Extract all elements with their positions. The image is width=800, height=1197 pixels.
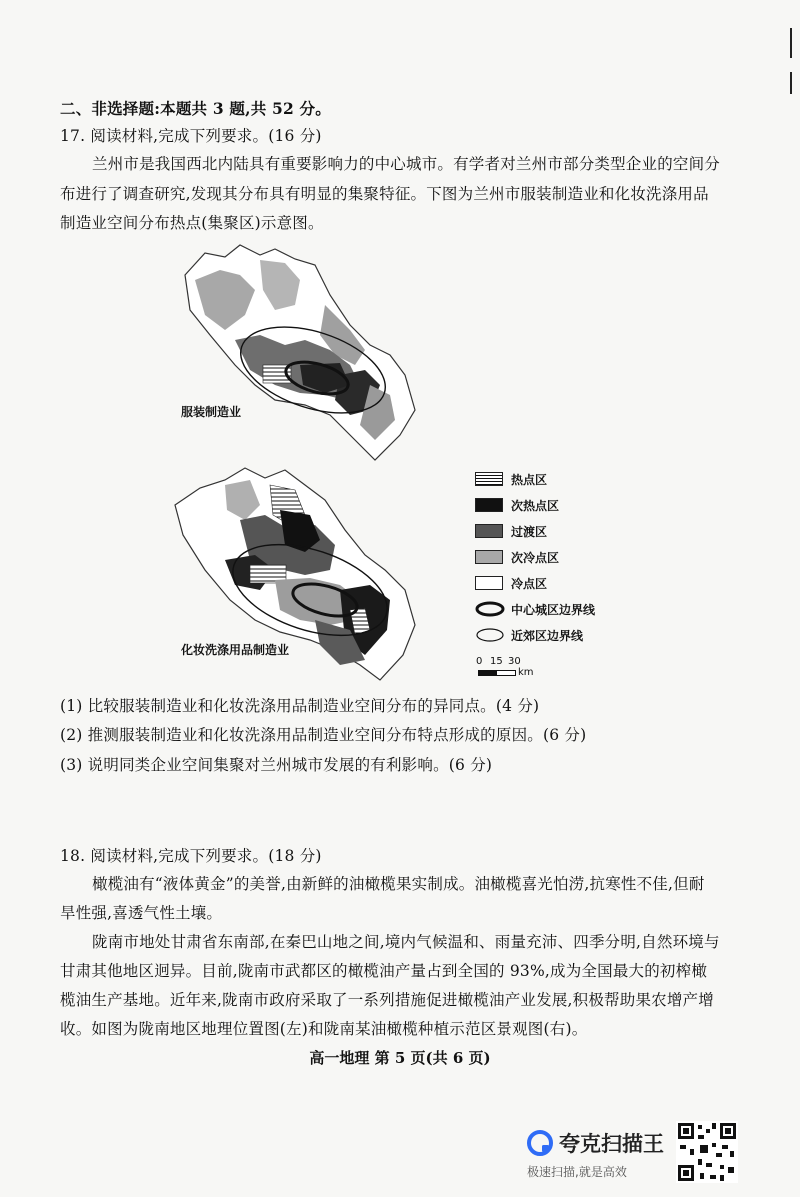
legend-suburb-boundary: 近郊区边界线 bbox=[475, 626, 583, 644]
scanner-watermark: 夸克扫描王 bbox=[527, 1128, 664, 1158]
q18-paragraph: 甘肃其他地区迥异。目前,陇南市武都区的橄榄油产量占到全国的 93%,成为全国最大的初榨橄 bbox=[60, 962, 708, 980]
q18-paragraph: 榄油生产基地。近年来,陇南市政府采取了一系列措施促进橄榄油产业发展,积极帮助果农增产增 bbox=[60, 991, 714, 1009]
thick-ellipse-icon bbox=[475, 601, 505, 617]
q17-sub-question-3: (3) 说明同类企业空间集聚对兰州城市发展的有利影响。(6 分) bbox=[60, 756, 493, 774]
q18-paragraph: 旱性强,喜透气性土壤。 bbox=[60, 904, 223, 922]
scale-bar: 0 15 30 km bbox=[476, 656, 534, 678]
legend-center-boundary: 中心城区边界线 bbox=[475, 600, 595, 618]
black-swatch-icon bbox=[475, 498, 503, 512]
q17-paragraph: 制造业空间分布热点(集聚区)示意图。 bbox=[60, 214, 324, 232]
clothing-map-label: 服装制造业 bbox=[181, 405, 242, 419]
scan-edge-mark bbox=[790, 72, 792, 94]
q18-paragraph: 橄榄油有“液体黄金”的美誉,由新鲜的油橄榄果实制成。油橄榄喜光怕涝,抗寒性不佳,但耐 bbox=[92, 875, 705, 893]
q17-paragraph: 布进行了调查研究,发现其分布具有明显的集聚特征。下图为兰州市服装制造业和化妆洗涤用品 bbox=[60, 185, 709, 203]
legend-sub-coldspot: 次冷点区 bbox=[475, 548, 559, 566]
scan-edge-mark bbox=[790, 28, 792, 58]
q18-paragraph: 收。如图为陇南地区地理位置图(左)和陇南某油橄榄种植示范区景观图(右)。 bbox=[60, 1020, 588, 1038]
scanner-logo-icon bbox=[527, 1130, 553, 1156]
q17-sub-question-2: (2) 推测服装制造业和化妆洗涤用品制造业空间分布特点形成的原因。(6 分) bbox=[60, 726, 587, 744]
qr-code-icon bbox=[676, 1121, 738, 1183]
clothing-map bbox=[165, 235, 425, 470]
legend-hotspot: 热点区 bbox=[475, 470, 547, 488]
dark-gray-swatch-icon bbox=[475, 524, 503, 538]
q17-sub-question-1: (1) 比较服装制造业和化妆洗涤用品制造业空间分布的异同点。(4 分) bbox=[60, 697, 540, 715]
legend-transition: 过渡区 bbox=[475, 522, 547, 540]
page-footer: 高一地理 第 5 页(共 6 页) bbox=[309, 1049, 491, 1067]
cosmetics-map-label: 化妆洗涤用品制造业 bbox=[181, 643, 290, 657]
hatched-swatch-icon bbox=[475, 472, 503, 486]
q17-paragraph: 兰州市是我国西北内陆具有重要影响力的中心城市。有学者对兰州市部分类型企业的空间分 bbox=[92, 155, 721, 173]
q18-stem: 18. 阅读材料,完成下列要求。(18 分) bbox=[60, 847, 322, 865]
light-gray-swatch-icon bbox=[475, 550, 503, 564]
section-title: 二、非选择题:本题共 3 题,共 52 分。 bbox=[60, 99, 331, 118]
scanner-tagline: 极速扫描,就是高效 bbox=[527, 1165, 627, 1179]
white-swatch-icon bbox=[475, 576, 503, 590]
q18-paragraph: 陇南市地处甘肃省东南部,在秦巴山地之间,境内气候温和、雨量充沛、四季分明,自然环境与 bbox=[92, 933, 720, 951]
q17-stem: 17. 阅读材料,完成下列要求。(16 分) bbox=[60, 127, 322, 145]
thin-ellipse-icon bbox=[475, 627, 505, 643]
legend-coldspot: 冷点区 bbox=[475, 574, 547, 592]
legend-sub-hotspot: 次热点区 bbox=[475, 496, 559, 514]
